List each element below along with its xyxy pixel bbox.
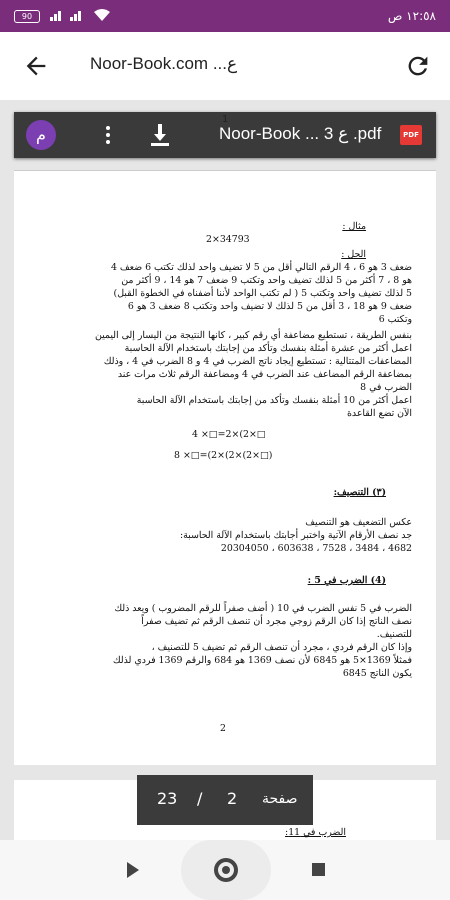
method-line: الآن تضع القاعدة xyxy=(346,408,412,419)
method-line: الضرب في 8 xyxy=(360,382,412,393)
page-title: Noor-Book.com ...ع xyxy=(90,54,238,73)
section-3-title: (٣) التنصيف: xyxy=(333,487,386,498)
clock: ١٢:٥٨ ص xyxy=(387,9,436,23)
solution-line: وتكتب 6 xyxy=(378,314,412,325)
total-pages: 23 xyxy=(157,789,178,808)
battery-icon: 90 xyxy=(14,10,40,23)
system-nav-bar xyxy=(0,840,450,900)
home-button[interactable] xyxy=(181,840,271,900)
signal-icon-2 xyxy=(70,9,84,21)
solution-line: ضعف 3 هو 6 ، 4 الرقم التالي أقل من 5 لا تضيف واحد لذلك تكتب 6 ضعف 4 xyxy=(110,262,412,273)
pdf-viewer[interactable] xyxy=(0,100,450,840)
rule-formula-2: 8 ×□=(2×(2×(2×□) xyxy=(174,450,273,461)
section-4-line: للتصنيف. xyxy=(376,629,412,640)
section-3-line: عكس التضعيف هو التنصيف xyxy=(305,517,412,528)
page-counter xyxy=(137,775,313,825)
document-name: Noor-Book ... ع 3 .pdf xyxy=(219,124,382,143)
download-icon[interactable] xyxy=(148,122,172,148)
solution-label: الحل : xyxy=(341,249,366,260)
page-separator: / xyxy=(197,789,203,808)
section-4-text xyxy=(32,602,412,680)
more-options-icon[interactable] xyxy=(104,124,112,146)
home-icon xyxy=(214,858,238,882)
solution-line: ضعف 9 هو 18 ، 3 أقل من 5 لذلك لا تضيف واحد وتكتب 8 ضعف 3 هو 6 xyxy=(127,301,412,312)
page-divider xyxy=(14,170,436,171)
back-arrow-icon[interactable] xyxy=(22,52,50,80)
page-label: صفحة xyxy=(262,791,298,807)
back-nav-icon[interactable] xyxy=(127,862,139,878)
section-4-line: فمثلاً 1369×5 هو 6845 لأن نصف 1369 هو 684 والرقم 1369 فردي لذلك xyxy=(112,655,412,666)
method-line: المضاعفات المتتالية : تستطيع إيجاد ناتج الضرب في 4 و 8 الضرب في 4 ، وذلك xyxy=(103,356,412,367)
recent-apps-icon[interactable] xyxy=(312,863,325,876)
section-4-line: يكون الناتج 6845 xyxy=(342,668,412,679)
solution-text xyxy=(32,261,412,326)
section-4-line: نصف الناتج إذا كان الرقم زوجي مجرد أن تنصف الرقم ثم تضيف صفراً xyxy=(141,616,412,627)
section-3-line: 4682 ، 3484 ، 7528 ، 603638 ، 20304050 xyxy=(220,543,412,554)
section-3-text xyxy=(32,516,412,555)
pdf-page xyxy=(14,170,436,765)
page-number-top: 1 xyxy=(222,114,229,125)
wifi-icon xyxy=(94,8,110,22)
refresh-icon[interactable] xyxy=(404,52,432,80)
page-number-bottom: 2 xyxy=(220,723,226,734)
example-label: مثال : xyxy=(342,221,366,232)
signal-icon xyxy=(50,9,64,21)
section-4-line: وإذا كان الرقم فردي ، مجرد أن تنصف الرقم ثم تضيف 5 للتصنيف ، xyxy=(151,642,412,653)
method-line: اعمل أكثر من عشرة أمثلة بنفسك وتأكد من إجابتك باستخدام الآلة الحاسبة xyxy=(124,343,412,354)
status-bar xyxy=(0,0,450,32)
app-bar xyxy=(0,32,450,100)
page-2-heading: الضرب في 11: xyxy=(285,827,346,838)
method-line: بمضاعفة الرقم المضاعف عند الضرب في 4 ومضاعفة الرقم ثلاث مرات عند xyxy=(117,369,412,380)
section-3-line: جد نصف الأرقام الآتية واختبر أجابتك باستخدام الآلة الحاسبة: xyxy=(180,530,412,541)
method-text xyxy=(32,329,412,420)
method-line: اعمل أكثر من 10 أمثلة بنفسك وتأكد من إجابتك باستخدام الآلة الحاسبة xyxy=(136,395,412,406)
problem-expression: 2×34793 xyxy=(206,234,250,245)
pdf-logo: PDF xyxy=(400,125,422,145)
solution-line: هو 8 ، 7 أكثر من 5 لذلك تضيف واحد وتكتب 9 ضعف 7 هو 14 ، 9 أكثر من xyxy=(121,275,412,286)
section-4-title: (4) الضرب في 5 : xyxy=(307,575,386,586)
section-4-line: الضرب في 5 نفس الضرب في 10 ( أضف صفراً للرقم المضروب ) ويعد ذلك xyxy=(114,603,412,614)
method-line: بنفس الطريقة ، تستطيع مضاعفة أي رقم كبير ، كانها النتيجة من اليسار إلى اليمين xyxy=(94,330,412,341)
user-avatar[interactable]: م xyxy=(26,120,56,150)
solution-line: 5 لذلك تضيف واحد وتكتب 5 ( لم تكتب الواحد لأننا أضفناه في الخطوة القبل) xyxy=(113,288,412,299)
rule-formula-1: 4 ×□=2×(2×□ xyxy=(192,429,266,440)
current-page: 2 xyxy=(227,789,238,808)
